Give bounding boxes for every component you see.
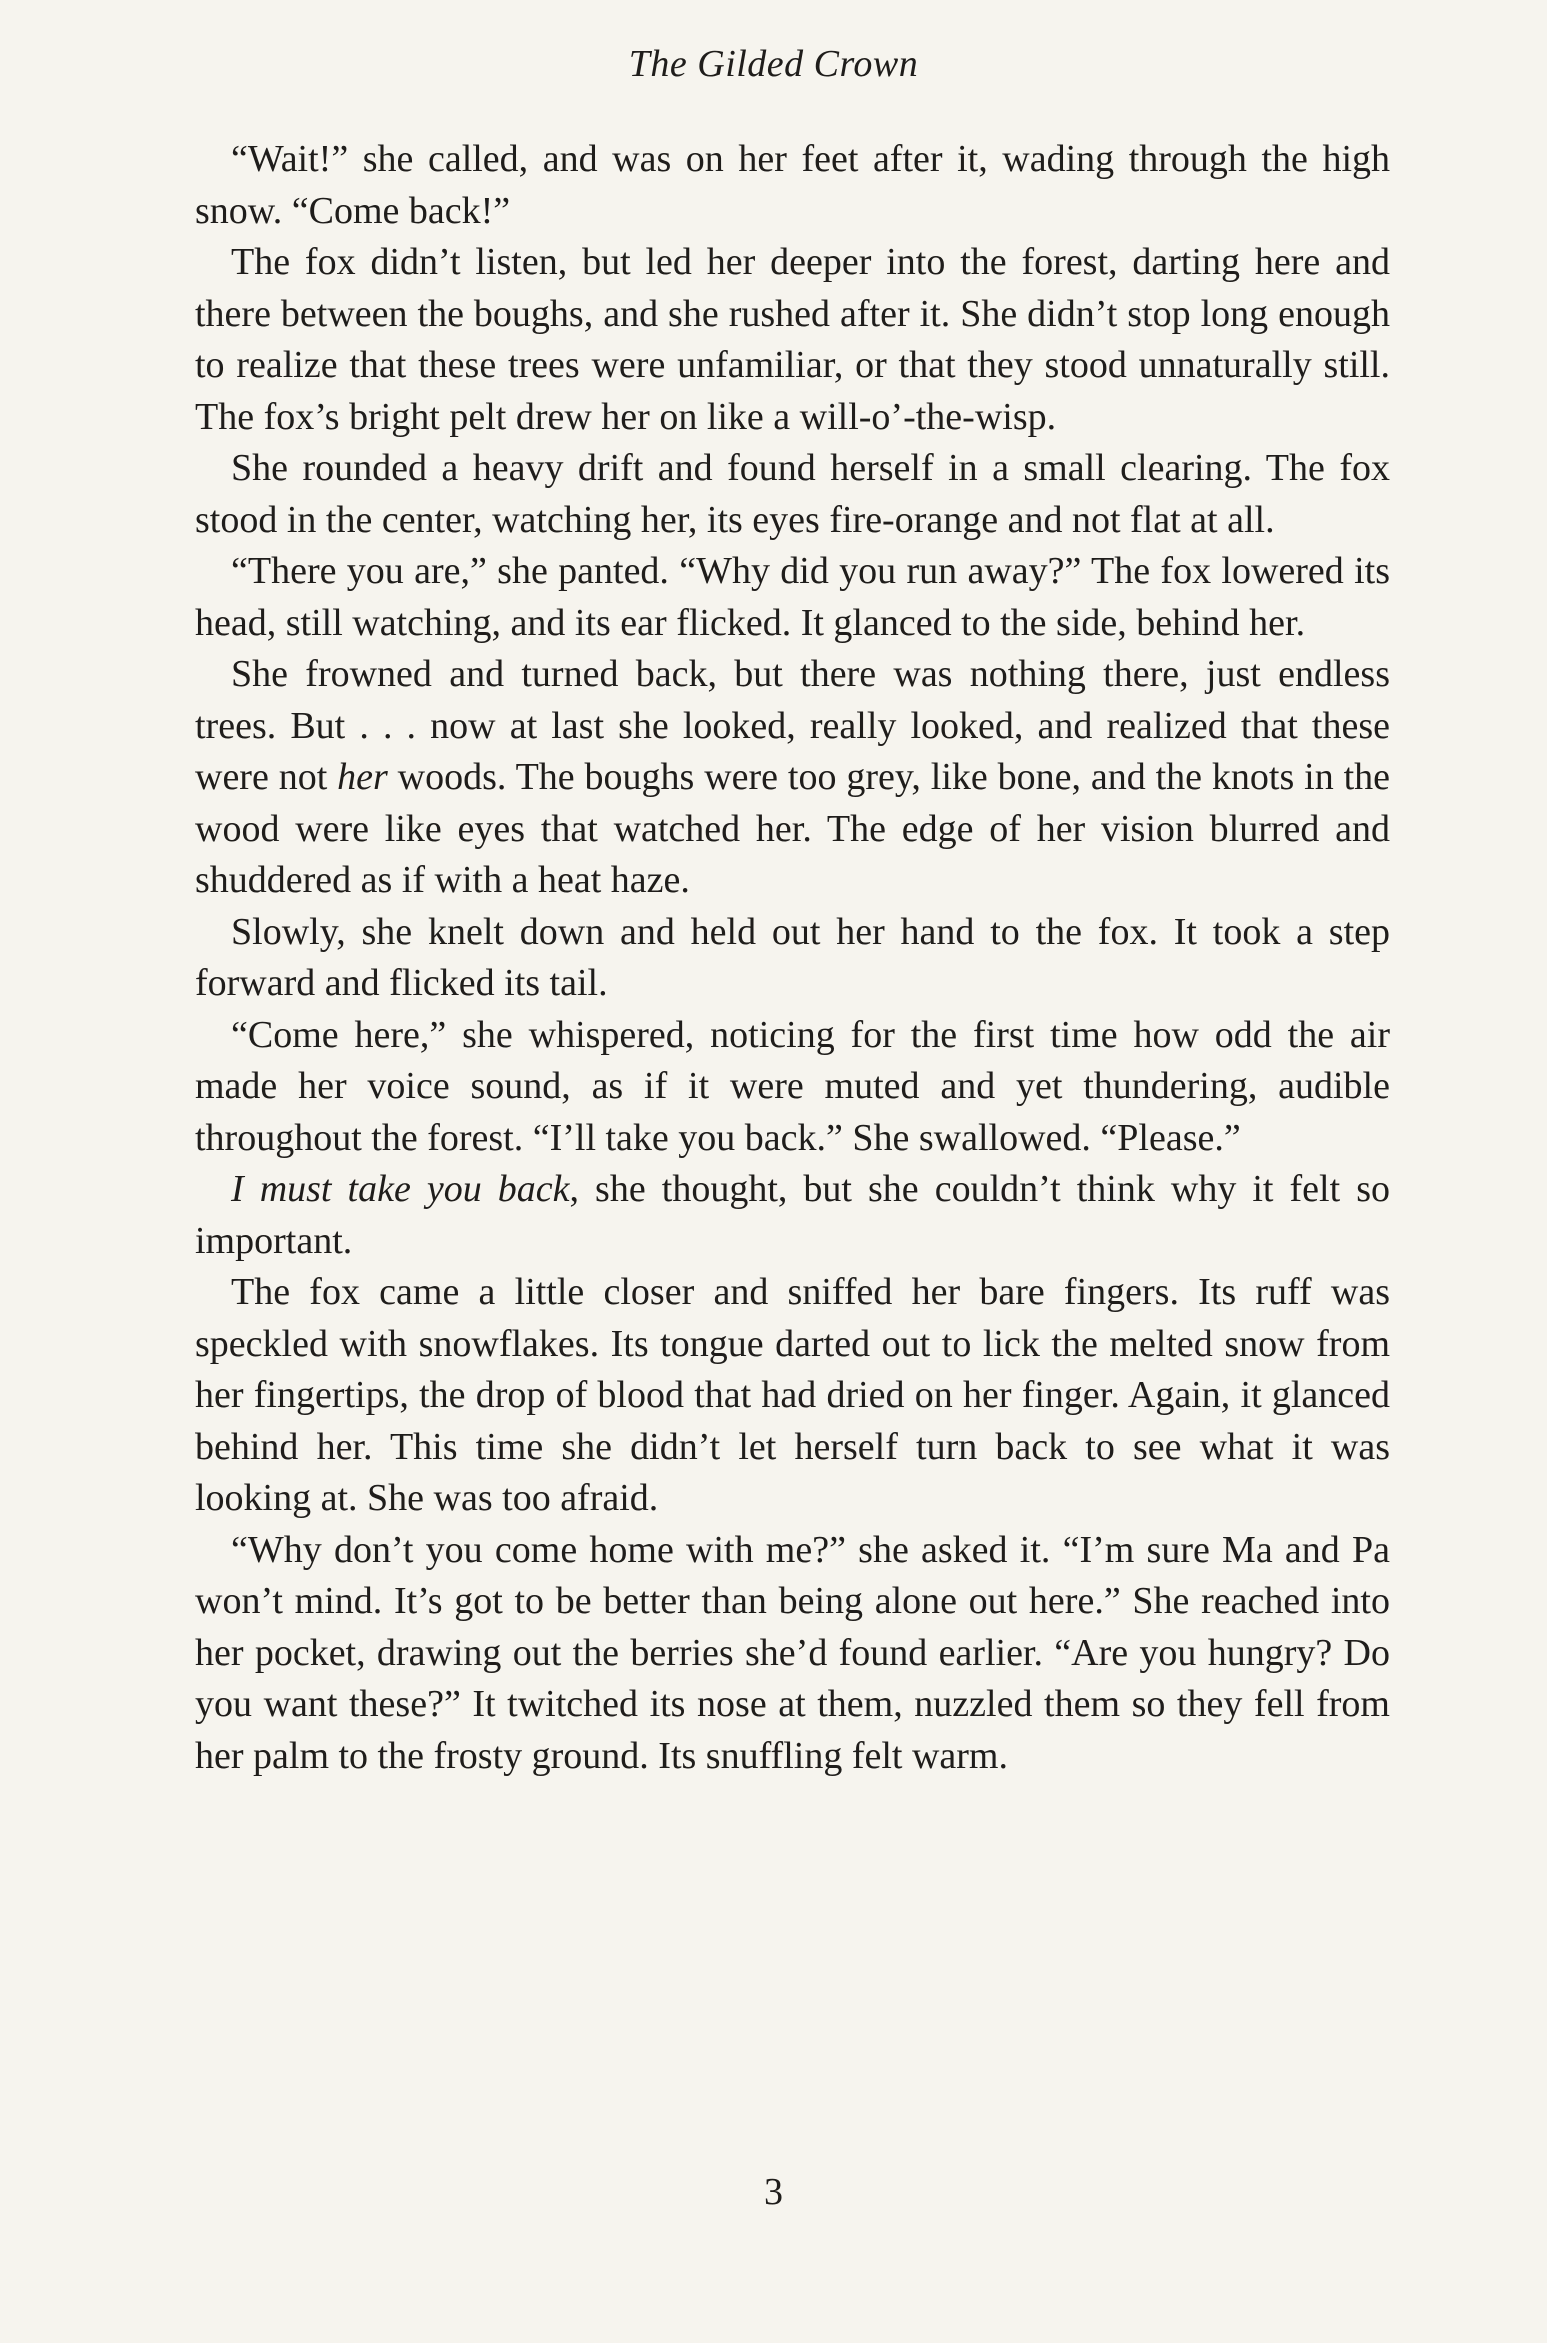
paragraph: “Why don’t you come home with me?” she asked it. “I’m sure Ma and Pa won’t mind. It’s got to be better than being alone out here.” She reached into her pocket, drawing out the berries she’d found earlier. “Are you hungry? Do you want these?” It twitched its nose at them, nuzzled them so they fell from her palm to the frosty ground. Its snuffling felt warm. xyxy=(195,1528,1390,1777)
paragraph: I must take you back, she thought, but she couldn’t think why it felt so important. xyxy=(195,1168,1390,1262)
paragraph: She rounded a heavy drift and found herself in a small clearing. The fox stood in the center, watching her, its eyes fire-orange and not flat at all. xyxy=(195,447,1390,541)
emphasis: her xyxy=(337,756,388,798)
paragraph: Slowly, she knelt down and held out her hand to the fox. It took a step forward and flicked its tail. xyxy=(195,910,1390,1004)
emphasis: I must take you back xyxy=(231,1168,570,1210)
page-number: 3 xyxy=(764,2171,783,2213)
body-text xyxy=(195,134,1390,1782)
paragraph: “Come here,” she whispered, noticing for the first time how odd the air made her voice sound, as if it were muted and yet thundering, audible throughout the forest. “I’ll take you back.” She swallowed. “Please.” xyxy=(195,1013,1390,1159)
running-head: The Gilded Crown xyxy=(628,43,919,85)
paragraph: She frowned and turned back, but there was nothing there, just endless trees. But . . . now at last she looked, really looked, and realized that these were not her woods. The boughs were too grey, like bone, and the knots in the wood were like eyes that watched her. The edge of her vision blurred and shuddered as if with a heat haze. xyxy=(195,653,1390,901)
paragraph: The fox didn’t listen, but led her deeper into the forest, darting here and there between the boughs, and she rushed after it. She didn’t stop long enough to realize that these trees were unfamiliar, or that they stood unnaturally still. The fox’s bright pelt drew her on like a will-o’-the-wisp. xyxy=(195,241,1390,438)
paragraph: “Wait!” she called, and was on her feet after it, wading through the high snow. “Come back!” xyxy=(195,138,1390,232)
paragraph: The fox came a little closer and sniffed her bare fingers. Its ruff was speckled with snowflakes. Its tongue darted out to lick the melted snow from her fingertips, the drop of blood that had dried on her finger. Again, it glanced behind her. This time she didn’t let herself turn back to see what it was looking at. She was too afraid. xyxy=(195,1271,1390,1519)
paragraph: “There you are,” she panted. “Why did you run away?” The fox lowered its head, still watching, and its ear flicked. It glanced to the side, behind her. xyxy=(195,550,1390,644)
